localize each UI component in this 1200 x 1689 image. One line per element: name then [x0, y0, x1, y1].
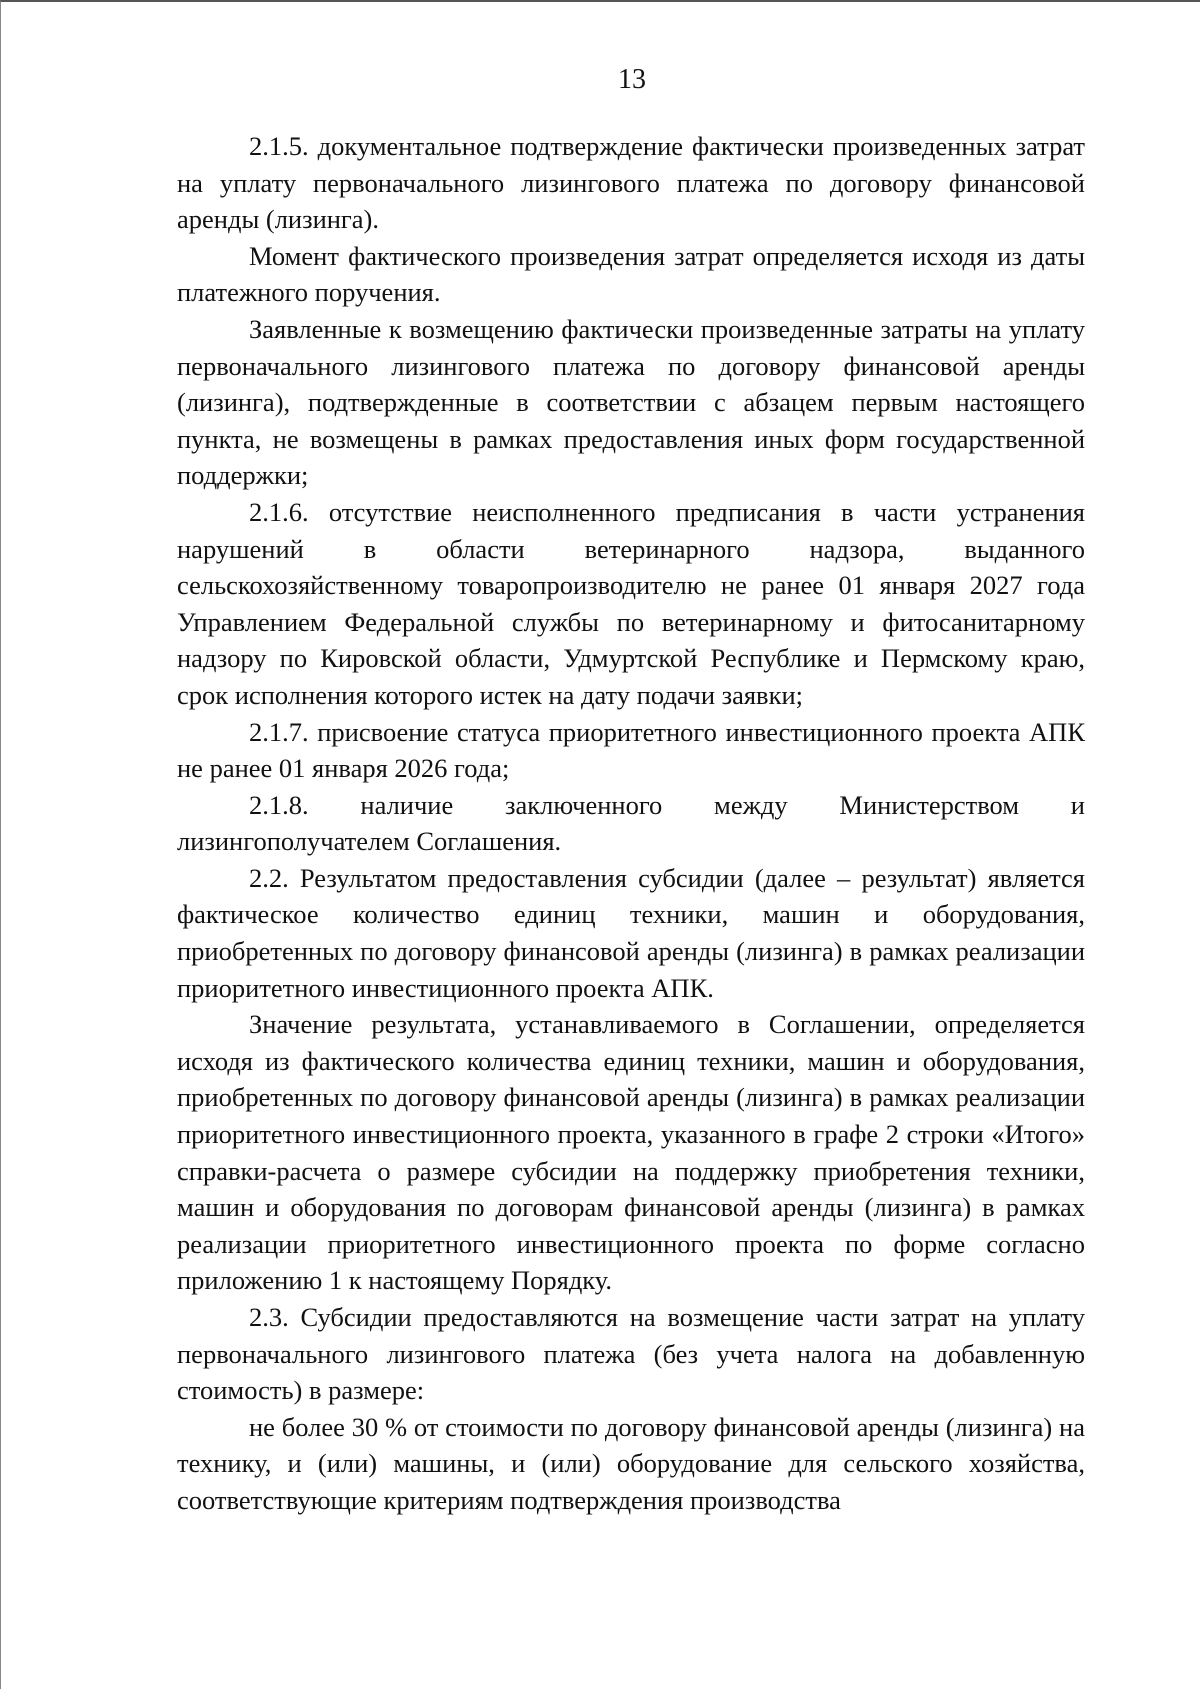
page-number: 13: [618, 64, 646, 95]
paragraph-2-1-6: 2.1.6. отсутствие неисполненного предписания в части устранения нарушений в области ветеринарного надзора, выданного сельскохозяйственному товаропроизводителю не ранее 01 января 2027 года Управлением Федеральной службы по ветеринарному и фитосанитарному надзору по Кировской области, Удмуртской Республике и Пермскому краю, срок исполнения которого истек на дату подачи заявки;: [177, 496, 1085, 710]
paragraph-2-1-5: 2.1.5. документальное подтверждение фактически произведенных затрат на уплату первоначального лизингового платежа по договору финансовой аренды (лизинга).: [177, 131, 1085, 235]
paragraph-declared-costs: Заявленные к возмещению фактически произведенные затраты на уплату первоначального лизингового платежа по договору финансовой аренды (лизинга), подтвержденные в соответствии с абзацем первым настоящего пункта, не возмещены в рамках предоставления иных форм государственной поддержки;: [177, 313, 1085, 491]
paragraph-cost-moment: Момент фактического произведения затрат определяется исходя из даты платежного поручения.: [177, 240, 1085, 308]
paragraph-30-percent: не более 30 % от стоимости по договору финансовой аренды (лизинга) на технику, и (или) машины, и (или) оборудование для сельского хозяйства, соответствующие критериям подтверждения производства: [177, 1411, 1085, 1515]
paragraph-2-1-7: 2.1.7. присвоение статуса приоритетного инвестиционного проекта АПК не ранее 01 января 2026 года;: [177, 716, 1085, 784]
paragraph-2-1-8: 2.1.8. наличие заключенного между Министерством и лизингополучателем Соглашения.: [177, 789, 1085, 857]
paragraph-2-3: 2.3. Субсидии предоставляются на возмещение части затрат на уплату первоначального лизингового платежа (без учета налога на добавленную стоимость) в размере:: [177, 1302, 1085, 1406]
paragraph-2-2: 2.2. Результатом предоставления субсидии (далее – результат) является фактическое количество единиц техники, машин и оборудования, приобретенных по договору финансовой аренды (лизинга) в рамках реализации приоритетного инвестиционного проекта АПК.: [177, 862, 1085, 1003]
document-body: [177, 128, 1085, 1519]
paragraph-result-value: Значение результата, устанавливаемого в Соглашении, определяется исходя из фактического количества единиц техники, машин и оборудования, приобретенных по договору финансовой аренды (лизинга) в рамках реализации приоритетного инвестиционного проекта, указанного в графе 2 строки «Итого» справки-расчета о размере субсидии на поддержку приобретения техники, машин и оборудования по договорам финансовой аренды (лизинга) в рамках реализации приоритетного инвестиционного проекта по форме согласно приложению 1 к настоящему Порядку.: [177, 1009, 1085, 1296]
